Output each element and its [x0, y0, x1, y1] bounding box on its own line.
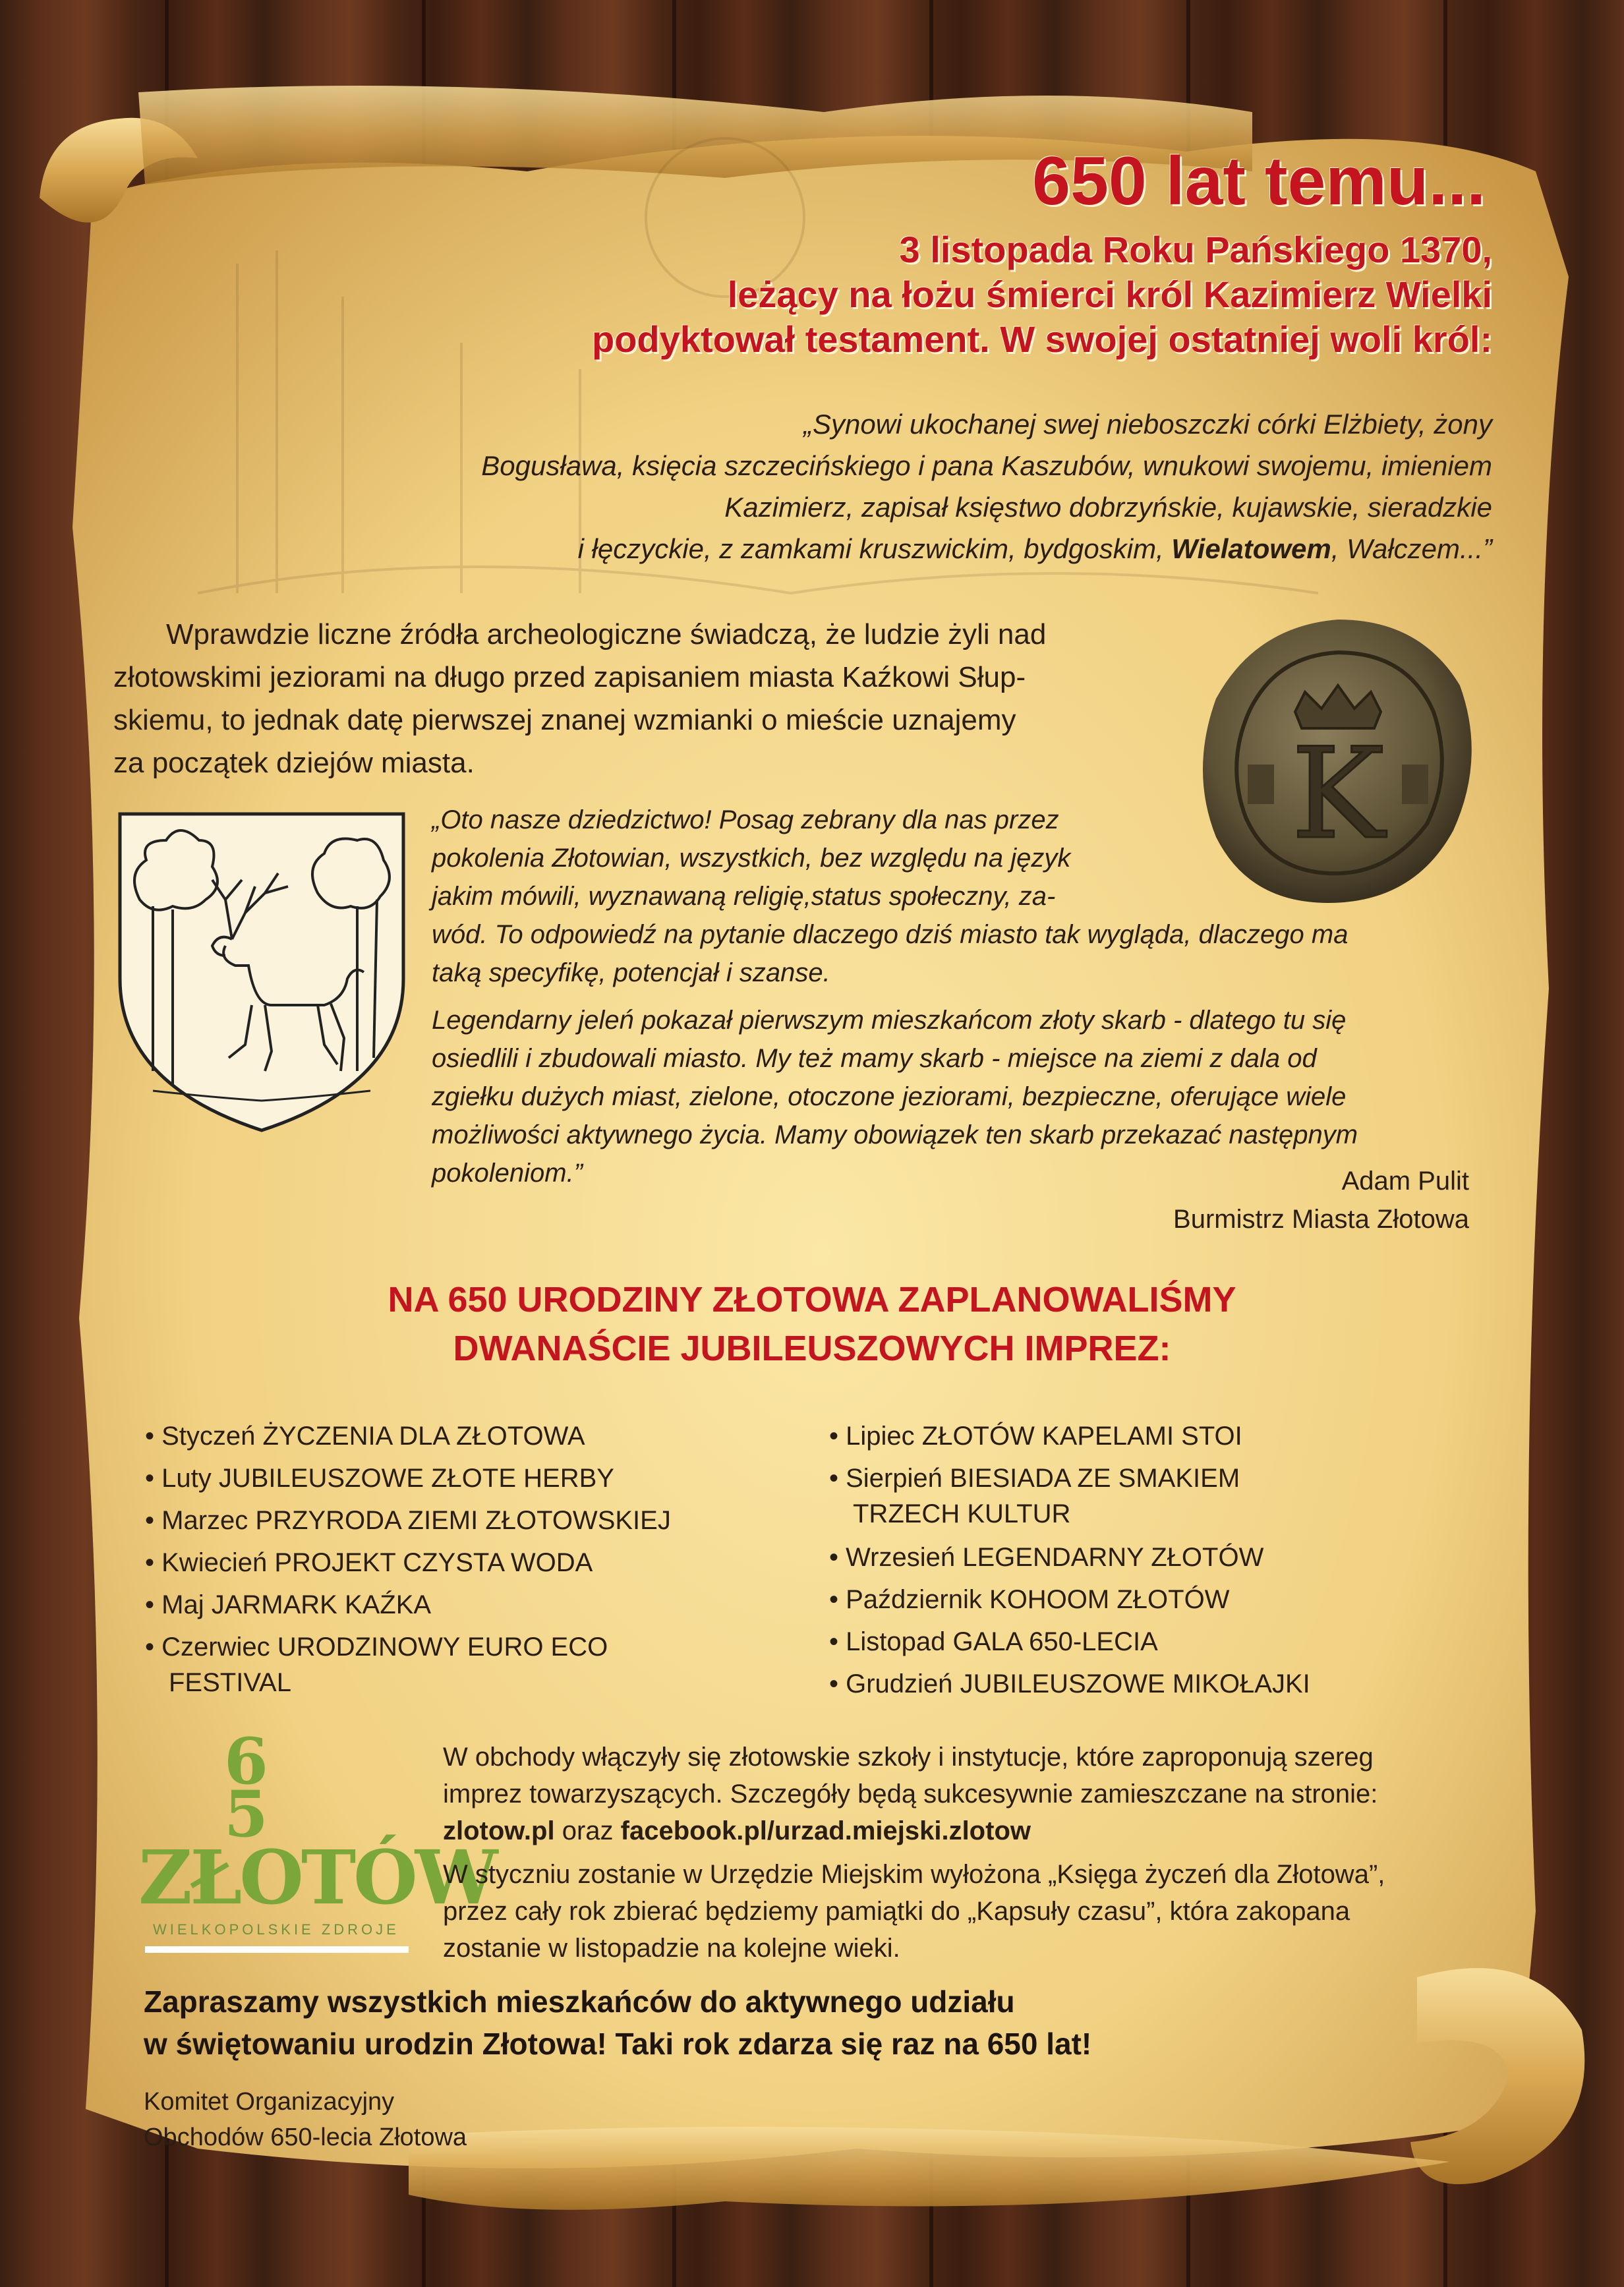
info-line: W obchody włączyły się złotowskie szkoły i instytucje, które zaproponują szereg	[443, 1743, 1374, 1772]
subtitle	[372, 227, 1492, 362]
facebook-link[interactable]: facebook.pl/urzad.miejski.zlotow	[620, 1816, 1031, 1845]
mayor-quote-line: Legendarny jeleń pokazał pierwszym mieszkańcom złoty skarb - dlatego tu się	[432, 1006, 1347, 1035]
event-item: • Marzec PRZYRODA ZIEMI ZŁOTOWSKIEJ	[145, 1506, 671, 1535]
signature-role: Burmistrz Miasta Złotowa	[1173, 1205, 1469, 1234]
event-item: • Grudzień JUBILEUSZOWE MIKOŁAJKI	[829, 1669, 1310, 1698]
logo-underline	[145, 1946, 409, 1953]
info-line: zostanie w listopadzie na kolejne wieki.	[443, 1934, 900, 1963]
mayor-quote-line: pokolenia Złotowian, wszystkich, bez względu na język	[432, 844, 1071, 873]
logo-digit-5: 5	[224, 1777, 268, 1851]
invitation-line: Zapraszamy wszystkich mieszkańców do aktywnego udziału	[144, 1984, 1015, 2019]
event-item: • Kwiecień PROJEKT CZYSTA WODA	[145, 1548, 593, 1577]
event-month: Wrzesień	[846, 1543, 956, 1572]
subtitle-line: leżący na łożu śmierci król Kazimierz Wielki	[727, 274, 1492, 315]
event-name: JUBILEUSZOWE MIKOŁAJKI	[960, 1669, 1310, 1698]
intro-line: za początek dziejów miasta.	[113, 747, 475, 779]
mayor-quote-line: „Oto nasze dziedzictwo! Posag zebrany dla nas przez	[432, 805, 1059, 834]
mayor-quote-line: taką specyfikę, potencjał i szanse.	[432, 958, 830, 987]
event-name-continued: TRZECH KULTUR	[853, 1499, 1071, 1528]
event-item: • Sierpień BIESIADA ZE SMAKIEM TRZECH KULTUR	[829, 1464, 1240, 1528]
committee	[144, 2084, 467, 2155]
intro-paragraph	[113, 613, 1181, 784]
event-name: JUBILEUSZOWE ZŁOTE HERBY	[218, 1464, 614, 1493]
website-link[interactable]: zlotow.pl	[443, 1816, 555, 1845]
event-item: • Styczeń ŻYCZENIA DLA ZŁOTOWA	[145, 1422, 585, 1451]
events-heading-line: DWANAŚCIE JUBILEUSZOWYCH IMPREZ:	[453, 1329, 1171, 1368]
event-item: • Czerwiec URODZINOWY EURO ECO FESTIVAL	[145, 1633, 608, 1697]
subtitle-line: podyktował testament. W swojej ostatniej woli król:	[592, 318, 1492, 360]
quote-line	[240, 528, 1492, 569]
logo-tagline: WIELKOPOLSKIE ZDROJE	[153, 1921, 399, 1938]
info-line: przez cały rok zbierać będziemy pamiątki do „Kapsuły czasu”, która zakopana	[443, 1897, 1350, 1926]
testament-quote	[240, 403, 1492, 569]
event-name-continued: FESTIVAL	[169, 1668, 291, 1697]
event-item: • Luty JUBILEUSZOWE ZŁOTE HERBY	[145, 1464, 614, 1493]
quote-text: , Wałczem...”	[1331, 533, 1492, 564]
info-section	[443, 1739, 1484, 1967]
mayor-quote-line: pokoleniom.”	[432, 1159, 583, 1188]
quote-line: Bogusława, księcia szczecińskiego i pana Kaszubów, wnukowi swojemu, imieniem	[481, 450, 1492, 481]
coat-of-arms-stag-image	[113, 807, 410, 1134]
info-line: imprez towarzyszących. Szczegóły będą sukcesywnie zamieszczane na stronie:	[443, 1780, 1378, 1809]
event-month: Grudzień	[846, 1669, 953, 1698]
event-item: • Wrzesień LEGENDARNY ZŁOTÓW	[829, 1543, 1264, 1572]
event-name: ZŁOTÓW KAPELAMI STOI	[921, 1422, 1242, 1451]
mayor-quote-line: możliwości aktywnego życia. Mamy obowiązek ten skarb przekazać następnym	[432, 1120, 1358, 1149]
wielatowem-highlight: Wielatowem	[1171, 533, 1331, 564]
intro-line: skiemu, to jednak datę pierwszej znanej wzmianki o mieście uznajemy	[113, 704, 1016, 736]
event-month: Maj	[161, 1590, 204, 1619]
mayor-quote-line: zgiełku dużych miast, zielone, otoczone jeziorami, bezpieczne, oferujące wiele	[432, 1082, 1347, 1111]
event-month: Listopad	[846, 1627, 946, 1656]
event-name: JARMARK KAŹKA	[211, 1590, 432, 1619]
mayor-quote-line: wód. To odpowiedź na pytanie dlaczego dziś miasto tak wygląda, dlaczego ma	[432, 920, 1348, 949]
committee-line: Obchodów 650-lecia Złotowa	[144, 2124, 467, 2151]
event-name: ŻYCZENIA DLA ZŁOTOWA	[262, 1422, 585, 1451]
intro-line: złotowskimi jeziorami na długo przed zapisaniem miasta Kaźkowi Słup-	[113, 661, 1026, 693]
event-name: LEGENDARNY ZŁOTÓW	[962, 1543, 1264, 1572]
mayor-quote-line: osiedlili i zbudowali miasto. My też mamy skarb - miejsce na ziemi z dala od	[432, 1044, 1317, 1073]
event-month: Marzec	[161, 1506, 248, 1535]
event-month: Lipiec	[846, 1422, 915, 1451]
mayor-quote-line: jakim mówili, wyznawaną religię,status społeczny, za-	[432, 882, 1056, 911]
subtitle-line: 3 listopada Roku Pańskiego 1370,	[899, 229, 1492, 270]
page-title: 650 lat temu...	[1032, 143, 1486, 219]
quote-line: Kazimierz, zapisał księstwo dobrzyńskie, kujawskie, sieradzkie	[724, 492, 1492, 523]
event-name: URODZINOWY EURO ECO	[277, 1633, 608, 1662]
info-line: W styczniu zostanie w Urzędzie Miejskim wyłożona „Księga życzeń dla Złotowa”,	[443, 1860, 1385, 1889]
link-separator: oraz	[554, 1816, 621, 1845]
invitation	[144, 1981, 1396, 2065]
events-heading-line: NA 650 URODZINY ZŁOTOWA ZAPLANOWALIŚMY	[388, 1280, 1236, 1319]
event-month: Październik	[846, 1585, 982, 1614]
event-name: GALA 650-LECIA	[952, 1627, 1158, 1656]
event-name: PROJEKT CZYSTA WODA	[274, 1548, 593, 1577]
event-name: KOHOOM ZŁOTÓW	[989, 1585, 1230, 1614]
invitation-line: w świętowaniu urodzin Złotowa! Taki rok zdarza się raz na 650 lat!	[144, 2027, 1092, 2061]
event-month: Styczeń	[161, 1422, 256, 1451]
seal-letter: K	[1291, 721, 1385, 867]
mayor-quote	[432, 801, 1473, 1192]
event-month: Sierpień	[846, 1464, 942, 1493]
logo-word: ZŁOTÓW	[138, 1835, 496, 1921]
event-name: BIESIADA ZE SMAKIEM	[950, 1464, 1240, 1493]
events-heading	[0, 1275, 1624, 1373]
event-month: Kwiecień	[161, 1548, 268, 1577]
logo-digit-6: 6	[224, 1724, 268, 1799]
event-month: Luty	[161, 1464, 212, 1493]
committee-line: Komitet Organizacyjny	[144, 2088, 395, 2116]
event-month: Czerwiec	[161, 1633, 270, 1662]
event-item: • Październik KOHOOM ZŁOTÓW	[829, 1585, 1230, 1614]
signature	[1173, 1162, 1469, 1238]
signature-name: Adam Pulit	[1341, 1167, 1469, 1196]
event-name: PRZYRODA ZIEMI ZŁOTOWSKIEJ	[255, 1506, 671, 1535]
zlotow-650-logo	[138, 1724, 496, 1957]
quote-text: i łęczyckie, z zamkami kruszwickim, bydgoskim,	[577, 533, 1164, 564]
event-item: • Listopad GALA 650-LECIA	[829, 1627, 1158, 1656]
event-item: • Lipiec ZŁOTÓW KAPELAMI STOI	[829, 1422, 1242, 1451]
event-item: • Maj JARMARK KAŹKA	[145, 1590, 432, 1619]
quote-line: „Synowi ukochanej swej nieboszczki córki Elżbiety, żony	[803, 409, 1492, 440]
intro-line: Wprawdzie liczne źródła archeologiczne świadczą, że ludzie żyli nad	[166, 618, 1047, 651]
info-links-line	[443, 1812, 1484, 1849]
